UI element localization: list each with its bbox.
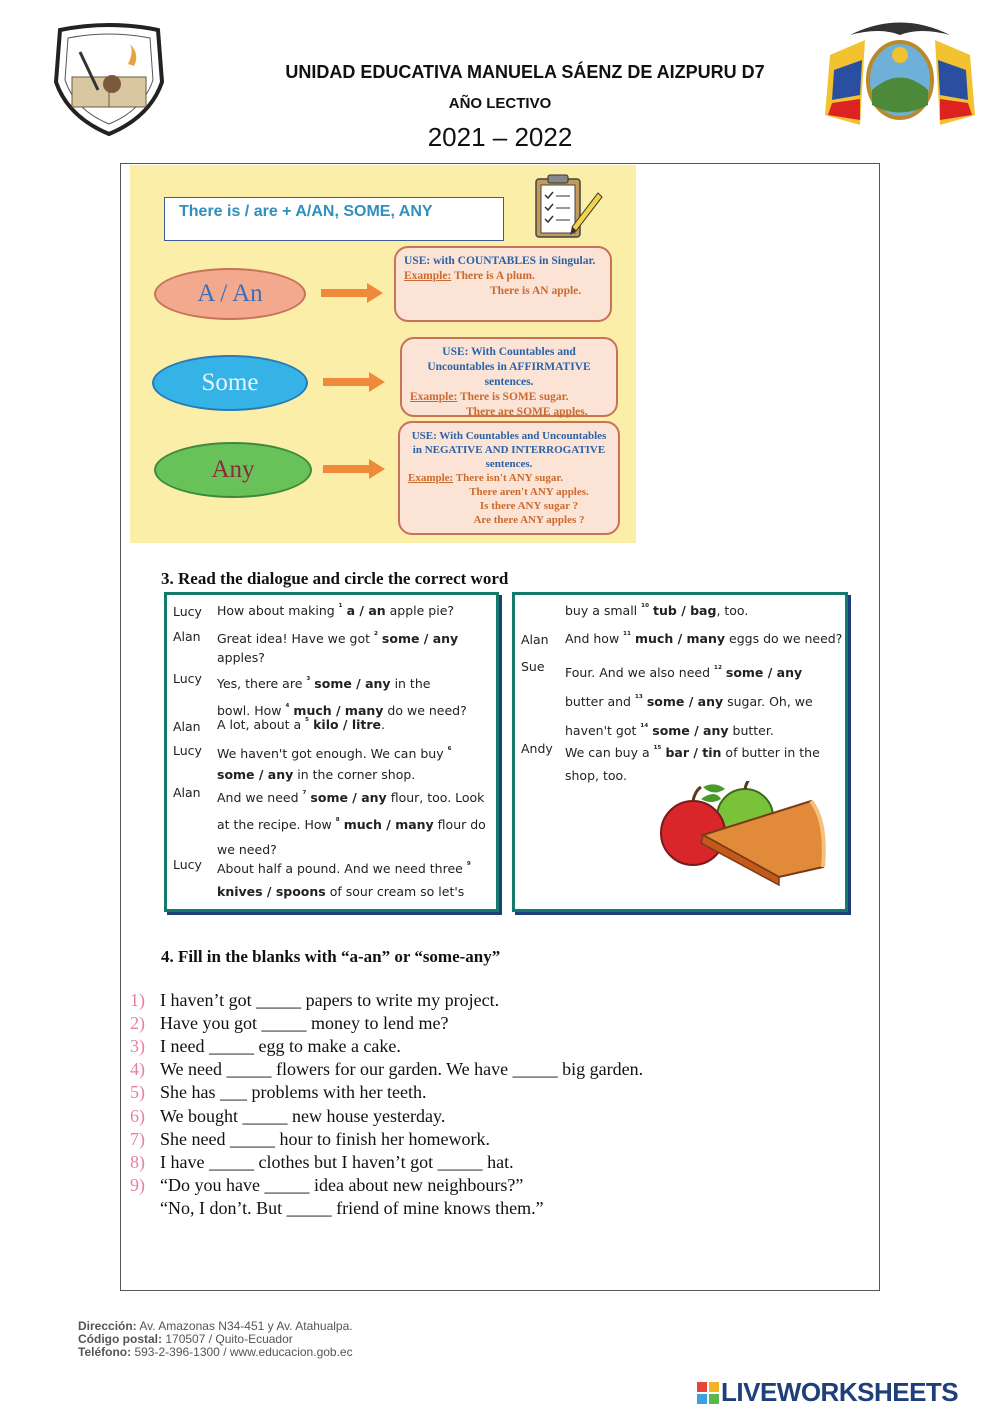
item-text: I haven’t got _____ papers to write my project. — [160, 990, 500, 1010]
a-an-example-label: Example: — [404, 270, 452, 282]
any-use-box — [398, 421, 620, 535]
school-year: 2021 – 2022 — [427, 122, 573, 152]
coat-of-arms-icon — [820, 15, 980, 127]
phone-label: Teléfono: — [78, 1345, 132, 1359]
grammar-infographic — [130, 165, 636, 543]
a-an-example-2: There is AN apple. — [490, 285, 582, 297]
footer-address — [78, 1320, 353, 1359]
fruit-pie-icon — [655, 781, 835, 893]
item-text: We need _____ flowers for our garden. We have _____ big garden. — [160, 1059, 644, 1079]
exercise-item — [130, 1082, 426, 1103]
speaker: Alan — [521, 632, 549, 647]
a-an-example-1: There is A plum. — [453, 270, 535, 282]
speaker: Sue — [521, 659, 545, 674]
some-example-1: There is SOME sugar. — [459, 391, 569, 403]
item-text: I have _____ clothes but I haven’t got _____ hat. — [160, 1152, 514, 1172]
postal-label: Código postal: — [78, 1332, 162, 1346]
item-number: 5) — [130, 1082, 145, 1102]
a-an-use-text: USE: with COUNTABLES in Singular. — [404, 255, 596, 267]
any-example-4: Are there ANY apples ? — [473, 514, 585, 526]
dialogue-line: We haven't got enough. We can buy $^{^6}$ some / any in the corner shop. — [217, 746, 452, 783]
exercise-item — [130, 1059, 643, 1080]
item-text: Have you got _____ money to lend me? — [160, 1013, 449, 1033]
exercise-item — [130, 1129, 490, 1150]
dialogue-line: Four. And we also need $^{^{12}}$ some / any butter and $^{^{13}}$ some / any sugar. Oh, we haven't got $^{^{14}}$ some / any butter. — [565, 665, 813, 739]
dialogue-line: A lot, about a $^{^5}$ kilo / litre. — [217, 717, 386, 733]
arrow-right-icon — [321, 283, 383, 303]
exercise-item — [130, 1198, 544, 1219]
item-number: 3) — [130, 1036, 145, 1056]
any-example-3: Is there ANY sugar ? — [479, 500, 579, 512]
dialogue-line: And how $^{^{11}}$ much / many eggs do we need? — [565, 631, 843, 647]
speaker: Alan — [173, 719, 201, 734]
speaker: Lucy — [173, 671, 202, 686]
speaker: Alan — [173, 629, 201, 644]
liveworksheets-text: LIVEWORKSHEETS — [721, 1377, 959, 1407]
address-label: Dirección: — [78, 1319, 137, 1333]
school-year-label: AÑO LECTIVO — [448, 95, 552, 112]
speaker: Alan — [173, 785, 201, 800]
any-example-1: There isn't ANY sugar. — [455, 472, 563, 484]
dialogue-box-left — [164, 592, 499, 912]
item-text: She has ___ problems with her teeth. — [160, 1082, 427, 1102]
section-4-title: 4. Fill in the blanks with “a-an” or “some-any” — [161, 947, 501, 966]
exercise-item — [130, 1175, 523, 1196]
dialogue-box-right — [512, 592, 848, 912]
exercise-item — [130, 990, 499, 1011]
speaker: Andy — [521, 741, 553, 756]
a-an-oval: A / An — [154, 268, 306, 320]
exercise-item — [130, 1036, 401, 1057]
dialogue-line: Yes, there are $^{^3}$ some / any in the bowl. How $^{^4}$ much / many do we need? — [217, 676, 467, 719]
exercise-item — [130, 1152, 514, 1173]
some-use-text: USE: With Countables and Uncountables in AFFIRMATIVE sentences. — [427, 346, 591, 388]
some-example-2: There are SOME apples. — [466, 406, 588, 418]
exercise-item — [130, 1106, 445, 1127]
dialogue-line: And we need $^{^7}$ some / any flour, too. Look at the recipe. How $^{^8}$ much / many flour do we need? — [217, 790, 486, 858]
exercise-item — [130, 1013, 448, 1034]
item-number: 9) — [130, 1175, 145, 1195]
section-3-title: 3. Read the dialogue and circle the correct word — [161, 569, 509, 588]
any-example-label: Example: — [408, 472, 454, 484]
dialogue-line: About half a pound. And we need three $^{^9}$ knives / spoons of sour cream so let's — [217, 861, 471, 900]
clipboard-icon — [528, 171, 604, 243]
item-text: I need _____ egg to make a cake. — [160, 1036, 401, 1056]
speaker: Lucy — [173, 857, 202, 872]
dialogue-line: buy a small $^{^{10}}$ tub / bag, too. — [565, 603, 749, 619]
some-example-label: Example: — [410, 391, 458, 403]
dialogue-line: Great idea! Have we got $^{^2}$ some / any apples? — [217, 631, 459, 666]
infographic-title: There is / are + A/AN, SOME, ANY — [164, 197, 504, 241]
liveworksheets-logo-icon — [697, 1380, 719, 1402]
postal-value: 170507 / Quito-Ecuador — [165, 1332, 293, 1346]
dialogue-line: How about making $^{^1}$ a / an apple pie? — [217, 603, 455, 619]
phone-value: 593-2-396-1300 / www.educacion.gob.ec — [134, 1345, 353, 1359]
some-oval: Some — [152, 355, 308, 411]
some-use-box — [400, 337, 618, 417]
item-text: We bought _____ new house yesterday. — [160, 1106, 446, 1126]
dialogue-line: We can buy a $^{^{15}}$ bar / tin of butter in the shop, too. — [565, 745, 820, 784]
any-oval: Any — [154, 442, 312, 498]
speaker: Lucy — [173, 743, 202, 758]
a-an-use-box — [394, 246, 612, 322]
any-use-text: USE: With Countables and Uncountables in NEGATIVE AND INTERROGATIVE sentences. — [411, 430, 607, 470]
item-number: 7) — [130, 1129, 145, 1149]
liveworksheets-watermark — [697, 1377, 958, 1408]
item-number: 6) — [130, 1106, 145, 1126]
address-value: Av. Amazonas N34-451 y Av. Atahualpa. — [139, 1319, 353, 1333]
item-number: 4) — [130, 1059, 145, 1079]
any-example-2: There aren't ANY apples. — [469, 486, 589, 498]
school-name: UNIDAD EDUCATIVA MANUELA SÁENZ DE AIZPURU D7 — [285, 62, 765, 82]
item-number: 2) — [130, 1013, 145, 1033]
arrow-right-icon — [323, 459, 385, 479]
arrow-right-icon — [323, 372, 385, 392]
item-text: She need _____ hour to finish her homework. — [160, 1129, 490, 1149]
item-text: “No, I don’t. But _____ friend of mine knows them.” — [160, 1198, 544, 1218]
item-number: 1) — [130, 990, 145, 1010]
speaker: Lucy — [173, 604, 202, 619]
item-number: 8) — [130, 1152, 145, 1172]
item-text: “Do you have _____ idea about new neighbours?” — [160, 1175, 524, 1195]
